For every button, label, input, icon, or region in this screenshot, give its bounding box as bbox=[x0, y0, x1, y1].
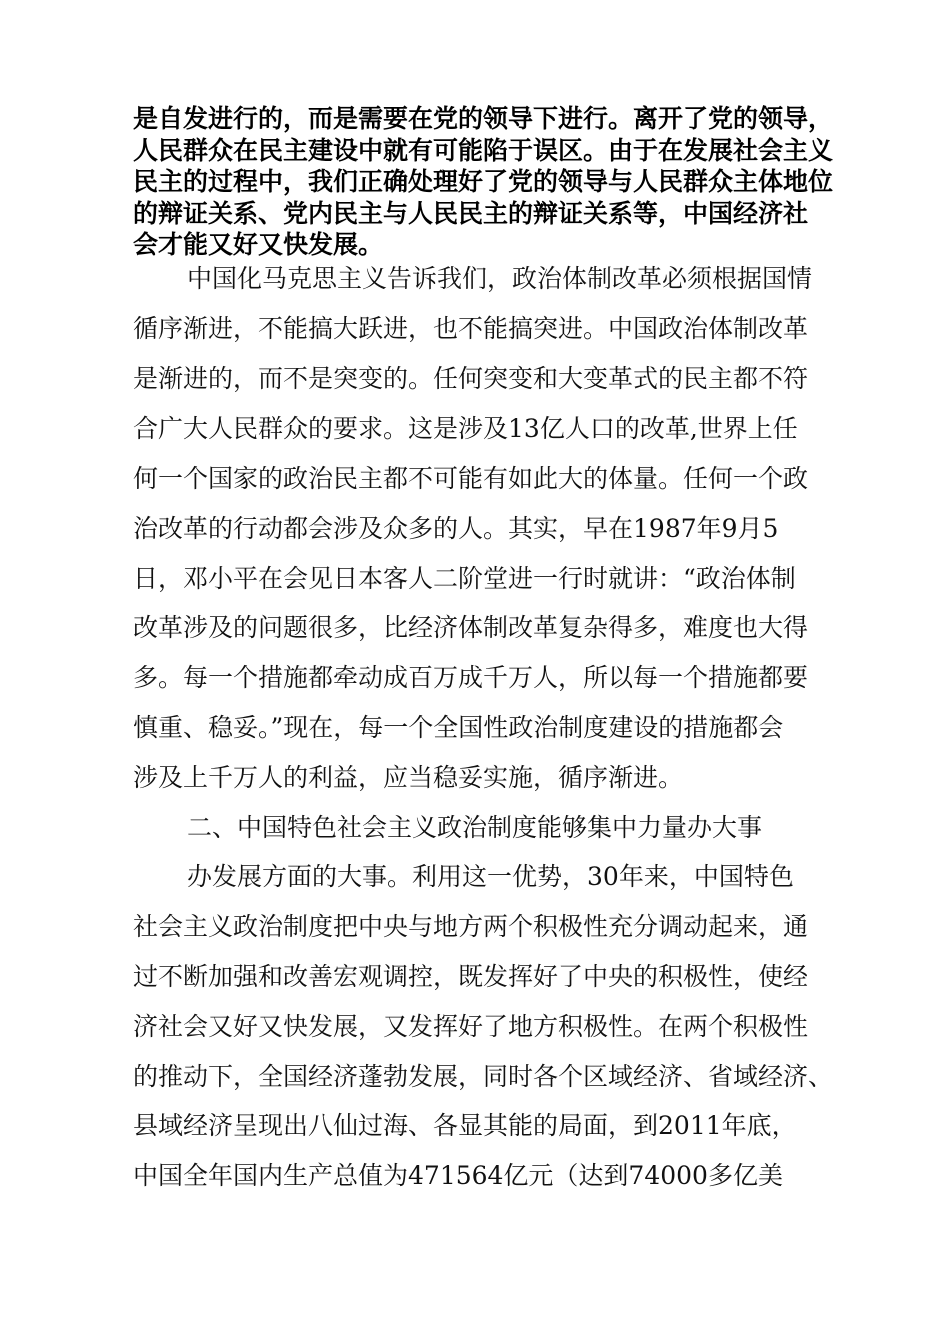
text-line: 中国全年国内生产总值为471564亿元（达到74000多亿美 bbox=[133, 1161, 783, 1190]
text-line: 的辩证关系、党内民主与人民民主的辩证关系等，中国经济社 bbox=[133, 198, 809, 228]
text-line: 社会主义政治制度把中央与地方两个积极性充分调动起来，通 bbox=[133, 912, 809, 941]
text-line: 多。每一个措施都牵动成百万成千万人，所以每一个措施都要 bbox=[133, 663, 809, 692]
text-line: 过不断加强和改善宏观调控，既发挥好了中央的积极性，使经 bbox=[133, 962, 809, 991]
section-heading: 二、中国特色社会主义政治制度能够集中力量办大事 bbox=[187, 813, 763, 842]
text-line: 的推动下，全国经济蓬勃发展，同时各个区域经济、省域经济、 bbox=[133, 1062, 834, 1091]
text-line: 会才能又好又快发展。 bbox=[133, 230, 384, 259]
text-line: 县域经济呈现出八仙过海、各显其能的局面，到2011年底， bbox=[133, 1111, 797, 1140]
text-line: 合广大人民群众的要求。这是涉及13亿人口的改革,世界上任 bbox=[133, 414, 798, 443]
text-line: 是自发进行的，而是需要在党的领导下进行。离开了党的领导， bbox=[133, 104, 834, 133]
text-line: 办发展方面的大事。利用这一优势，30年来，中国特色 bbox=[187, 862, 794, 891]
text-line: 循序渐进，不能搞大跃进，也不能搞突进。中国政治体制改革 bbox=[133, 314, 809, 343]
text-line: 何一个国家的政治民主都不可能有如此大的体量。任何一个政 bbox=[133, 464, 809, 493]
text-line: 中国化马克思主义告诉我们，政治体制改革必须根据国情 bbox=[187, 264, 813, 293]
text-line: 是渐进的，而不是突变的。任何突变和大变革式的民主都不符 bbox=[133, 364, 809, 393]
text-line: 改革涉及的问题很多，比经济体制改革复杂得多，难度也大得 bbox=[133, 613, 809, 642]
text-line: 慎重、稳妥。”现在，每一个全国性政治制度建设的措施都会 bbox=[133, 713, 784, 742]
text-line: 治改革的行动都会涉及众多的人。其实，早在1987年9月5 bbox=[133, 514, 779, 543]
text-line: 人民群众在民主建设中就有可能陷于误区。由于在发展社会主义 bbox=[133, 135, 834, 165]
text-line: 民主的过程中，我们正确处理好了党的领导与人民群众主体地位 bbox=[133, 167, 834, 196]
text-line: 涉及上千万人的利益，应当稳妥实施，循序渐进。 bbox=[133, 763, 684, 792]
bold-paragraph bbox=[133, 103, 833, 261]
text-line: 日，邓小平在会见日本客人二阶堂进一行时就讲：“政治体制 bbox=[133, 564, 796, 593]
text-line: 济社会又好又快发展，又发挥好了地方积极性。在两个积极性 bbox=[133, 1012, 809, 1041]
